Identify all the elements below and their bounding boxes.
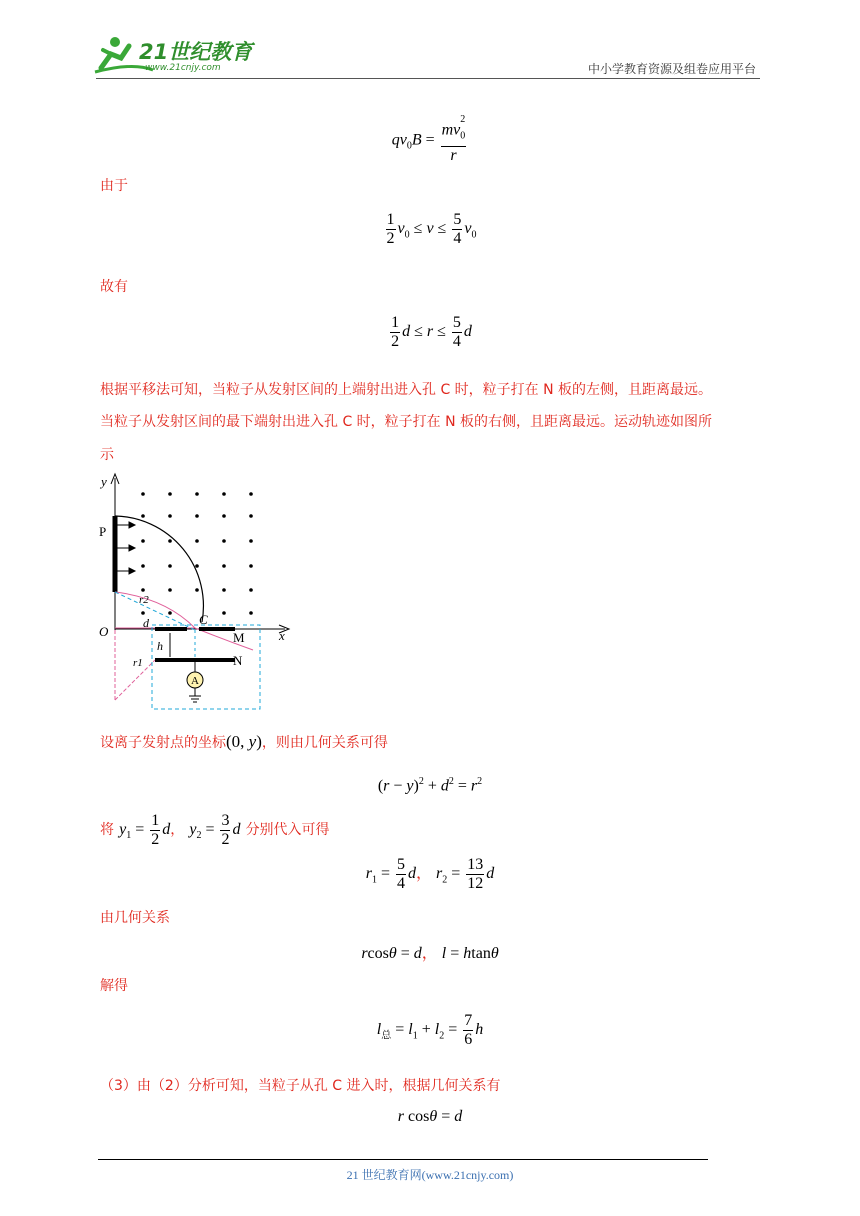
equation-velocity-range: $\frac{1}{2}$ $v_0 \le v$ ≤ $\frac{5}{4}$ $v_0$ (386, 211, 477, 247)
text-youjihe: 由几何关系 (100, 910, 170, 926)
text-jiede: 解得 (100, 978, 128, 994)
equation-geometry: $(r - y)^2 + d^2 = r^2$ (377, 776, 483, 795)
footer-text: 21 世纪教育网(www.21cnjy.com) (346, 1168, 514, 1182)
paragraph-1: 根据平移法可知，当粒子从发射区间的上端射出进入孔 C 时，粒子打在 N 板的左侧，且距离最远。 (100, 382, 713, 398)
plate-p-label: P (99, 524, 107, 539)
equation-cos-tan: rcosθ = d， l = htanθ (361, 945, 499, 962)
platform-name: 中小学教育资源及组卷应用平台 (587, 62, 756, 76)
hole-c-label: C (199, 612, 208, 627)
paragraph-2-end: 示 (100, 447, 114, 463)
text-youyu: 由于 (100, 178, 128, 194)
trajectory-figure (95, 470, 295, 712)
text-substitute: 将 $y_1$ = $\frac{1}{2}$ d， $y_2$ = $\frac{3}{2}$ d 分别代入可得 (100, 812, 330, 848)
r2-label: r2 (139, 594, 149, 606)
paragraph-2: 当粒子从发射区间的最下端射出进入孔 C 时，粒子打在 N 板的右侧，且距离最远。运动轨迹如图所 (100, 414, 713, 430)
text-set-coord: 设离子发射点的坐标(0, y)，则由几何关系可得 (100, 732, 388, 751)
origin-label: O (99, 624, 109, 639)
logo-url: www.21cnjy.com (145, 63, 221, 73)
equation-radii: $r_1$ = $\frac{5}{4}$ d， $r_2$ = $\frac{13}{12}$ d (365, 856, 495, 892)
header-rule (96, 78, 760, 79)
x-axis-label: x (279, 628, 285, 643)
plate-m-label: M (233, 630, 245, 645)
ammeter-label: A (191, 675, 199, 687)
equation-radius-range: $\frac{1}{2}$ d ≤ r ≤ $\frac{5}{4}$ d (391, 314, 472, 350)
equation-rcos: r cosθ = d (397, 1108, 463, 1125)
h-label: h (157, 639, 163, 653)
equation-lorentz: $qv_0B$ = $\frac{mv_0^2}{r}$ (391, 114, 466, 164)
logo-text: 21世纪教育 (139, 40, 253, 64)
d-label: d (143, 616, 149, 630)
header-logo (93, 32, 258, 78)
r1-label: r1 (133, 657, 143, 669)
plate-n-label: N (233, 653, 243, 668)
equation-total-length: $l_总 = l_1 + l_2$ = $\frac{7}{6}$ h (376, 1012, 484, 1048)
paragraph-part3: （3）由（2）分析可知，当粒子从孔 C 进入时，根据几何关系有 (100, 1078, 501, 1094)
footer-rule (98, 1159, 708, 1160)
y-axis-label: y (101, 474, 107, 489)
text-guyou: 故有 (100, 279, 128, 295)
